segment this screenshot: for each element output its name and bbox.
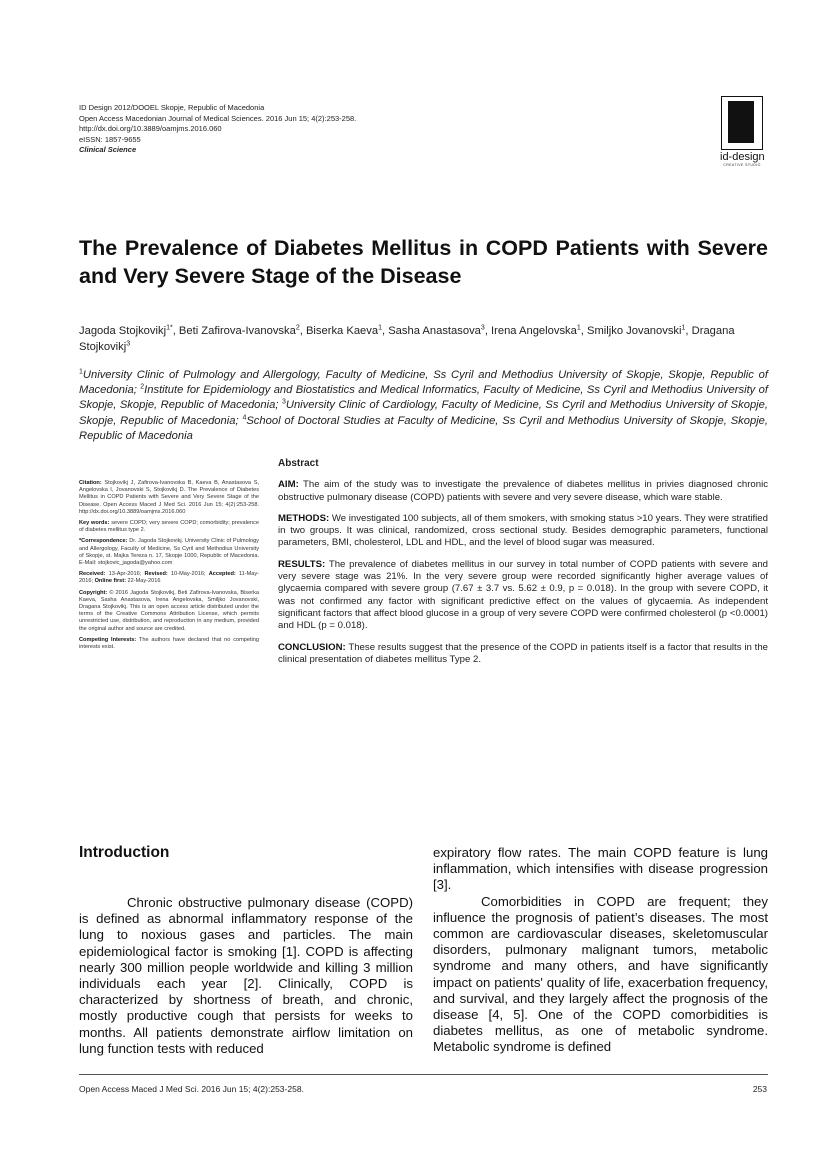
- journal-header: [79, 103, 356, 156]
- affiliation-marker: 1: [79, 368, 83, 376]
- affiliations: [79, 368, 768, 444]
- body-column-left: [79, 895, 413, 1057]
- author-affiliation-marker: 3: [126, 340, 131, 348]
- author-name: Irena Angelovska: [491, 325, 577, 337]
- correspondence-block: *Correspondence: Dr. Jagoda Stojkovikj. University Clinic of Pulmology and Allergology, Faculty of Medicine, Ss Cyril and Methodius University of Skopje, st. Majka Tereza n. 17, Skopje 1000, Republic of Macedonia. E-Mail: stojkovic_jagoda@yahoo.com: [79, 538, 259, 567]
- citation-block: Citation: Stojkovikj J, Zafirova-Ivanovska B, Kaeva B, Anastasova S, Angelovska I, Jovanovski S, Stojkovikj D. The Prevalence of Diabetes Mellitus in COPD Patients with Severe and Very Severe Stage of the Disease. Open Access Maced J Med Sci. 2016 Jun 15; 4(2):253-258. http://dx.doi.org/10.3889/oamjms.2016.060: [79, 480, 259, 515]
- abstract-heading: Abstract: [278, 458, 319, 469]
- affiliation-text: Institute for Epidemiology and Biostatistics and Medical Informatics, Faculty of Medicine, Ss Cyril and Methodius University of Skopje, Skopje, Republic of Macedonia;: [79, 384, 768, 412]
- page-number: 253: [752, 1084, 767, 1094]
- footer-rule: [79, 1074, 768, 1075]
- author-name: Beti Zafirova-Ivanovska: [178, 325, 296, 337]
- author-affiliation-marker: 1: [378, 324, 382, 332]
- author-affiliation-marker: 1: [681, 324, 686, 332]
- issn-line: eISSN: 1857-9655: [79, 134, 141, 144]
- author-affiliation-marker: 3: [480, 324, 485, 332]
- affiliation-marker: 3: [281, 398, 286, 406]
- abstract-results: RESULTS: The prevalence of diabetes mellitus in our survey in total number of COPD patients with severe and very severe stage was 21%. In the very severe group were recorded significantly higher average values of glycaemia compared with severe group (7.67 ± 3.7 vs. 5.62 ± 0.9, p = 0.018). In the group with severe COPD, it was not confirmed any factor with significant predictive effect on the values of glycaemia. As independent significant factors that affect blood glucose in a group of very severe COPD were confirmed cholesterol (p <0.0001) and HDL (p = 0.018).: [278, 558, 768, 632]
- logo-mark: [721, 96, 763, 150]
- publisher-line: ID Design 2012/DOOEL Skopje, Republic of Macedonia: [79, 103, 265, 112]
- logo-text: id-design: [720, 151, 765, 163]
- introduction-heading: Introduction: [79, 844, 170, 861]
- competing-interests-block: Competing Interests: The authors have declared that no competing interests exist.: [79, 636, 260, 651]
- author-name: Smiljko Jovanovski: [587, 325, 682, 337]
- author-name: Jagoda Stojkovikj: [79, 325, 167, 337]
- affiliation-marker: 2: [140, 383, 145, 391]
- abstract-aim: AIM: The aim of the study was to investigate the prevalence of diabetes mellitus in privies diagnosed chronic obstructive pulmonary disease (COPD) patients with severe and very severe disease, which ware stable.: [278, 479, 768, 503]
- author-affiliation-marker: 2: [295, 324, 300, 332]
- doi-link[interactable]: http://dx.doi.org/10.3889/oamjms.2016.060: [79, 124, 222, 134]
- body-column-right: [433, 845, 768, 1056]
- intro-paragraph: Chronic obstructive pulmonary disease (COPD) is defined as abnormal inflammatory response of the lung to noxious gases and particles. The main epidemiological factor is smoking [1]. COPD is affecting nearly 300 million people worldwide and killing 3 million individuals each year [2]. Clinically, COPD is characterized by shortness of breath, and chronic, mostly productive cough that persists for weeks to months. All patients demonstrate airflow limitation on lung function tests with reduced: [79, 895, 413, 1056]
- section-label: Clinical Science: [79, 145, 137, 155]
- affiliation-marker: 4: [242, 413, 247, 421]
- author-name: Sasha Anastasova: [388, 325, 481, 337]
- dates-block: Received: 13-Apr-2016; Revised: 10-May-2016; Accepted: 11-May-2016; Online first: 22-May-2016: [79, 571, 260, 585]
- intro-paragraph-comorbidities: Comorbidities in COPD are frequent; they influence the prognosis of patient’s diseases. The most common are cardiovascular diseases, skeletomuscular disorders, pulmonary malignant tumors, metabolic syndrome and many others, and have significantly impact on patients' quality of life, exacerbation frequency, and survival, and they largely affect the prognosis of the disease [4, 5]. One of the COPD comorbidities is diabetes mellitus, as one of metabolic syndrome. Metabolic syndrome is defined: [433, 893, 768, 1055]
- copyright-block: Copyright: © 2016 Jagoda Stojkovikj, Beti Zafirova-Ivanovska, Biserka Kaeva, Sasha Anastasova, Irena Angelovska, Smiljko Jovanovski, Dragana Stojkovikj. This is an open access article distributed under the terms of the Creative Commons Attribution License, which permits unrestricted use, distribution, and reproduction in any medium, provided the original author and source are credited.: [79, 589, 259, 632]
- author-list: Jagoda Stojkovikj$^{1*}$, Beti Zafirova-Ivanovska$^2$, Biserka Kaeva$^1$, Sasha Anastasova$^3$, Irena Angelovska$^1$, Smiljko Jovanovski$^1$, Dragana Stojkovikj$^3$: [79, 324, 735, 353]
- author-affiliation-marker: 1: [576, 324, 581, 332]
- affiliation-text: School of Doctoral Studies at Faculty of Medicine, Ss Cyril and Methodius University of Skopje, Skopje, Republic of Macedonia: [79, 414, 769, 442]
- affiliation-text: University Clinic of Pulmology and Allergology, Faculty of Medicine, Ss Cyril and Methodius University of Skopje, Skopje, Republic of Macedonia;: [79, 369, 768, 397]
- author-affiliation-marker: 1*: [166, 324, 173, 332]
- logo-tagline: CREATIVE STUDIO: [723, 163, 761, 167]
- abstract-conclusion: CONCLUSION: These results suggest that the presence of the COPD in patients itself is a factor that results in the clinical presentation of diabetes mellitus Type 2.: [278, 641, 768, 665]
- intro-paragraph-continued: expiratory flow rates. The main COPD feature is lung inflammation, which intensifies with disease progression [3].: [433, 845, 768, 893]
- author-name: Dragana Stojkovikj: [79, 325, 735, 353]
- abstract: [278, 458, 768, 675]
- article-metadata-sidebar: [79, 480, 259, 655]
- publisher-logo: [720, 96, 764, 167]
- abstract-methods: METHODS: We investigated 100 subjects, all of them smokers, with smoking status >10 years. They were stratified in two groups. It was clinical, randomized, cross sectional study. Besides demographic parameters, functional parameters, BMI, cholesterol, LDL and HDL, and the level of blood sugar was measured.: [278, 512, 768, 549]
- article-title: The Prevalence of Diabetes Mellitus in COPD Patients with Severe and Very Severe Stage of the Disease: [79, 236, 768, 288]
- footer-citation: Open Access Maced J Med Sci. 2016 Jun 15; 4(2):253-258.: [79, 1084, 304, 1094]
- affiliation-text: University Clinic of Cardiology, Faculty of Medicine, Ss Cyril and Methodius University of Skopje, Skopje, Republic of Macedonia;: [79, 399, 769, 427]
- author-name: Biserka Kaeva: [305, 325, 379, 337]
- keywords-block: Key words: severe COPD; very severe COPD; comorbidity; prevalence of diabetes mellitus type 2.: [79, 520, 260, 534]
- journal-line: Open Access Macedonian Journal of Medical Sciences. 2016 Jun 15; 4(2):253-258.: [79, 113, 357, 123]
